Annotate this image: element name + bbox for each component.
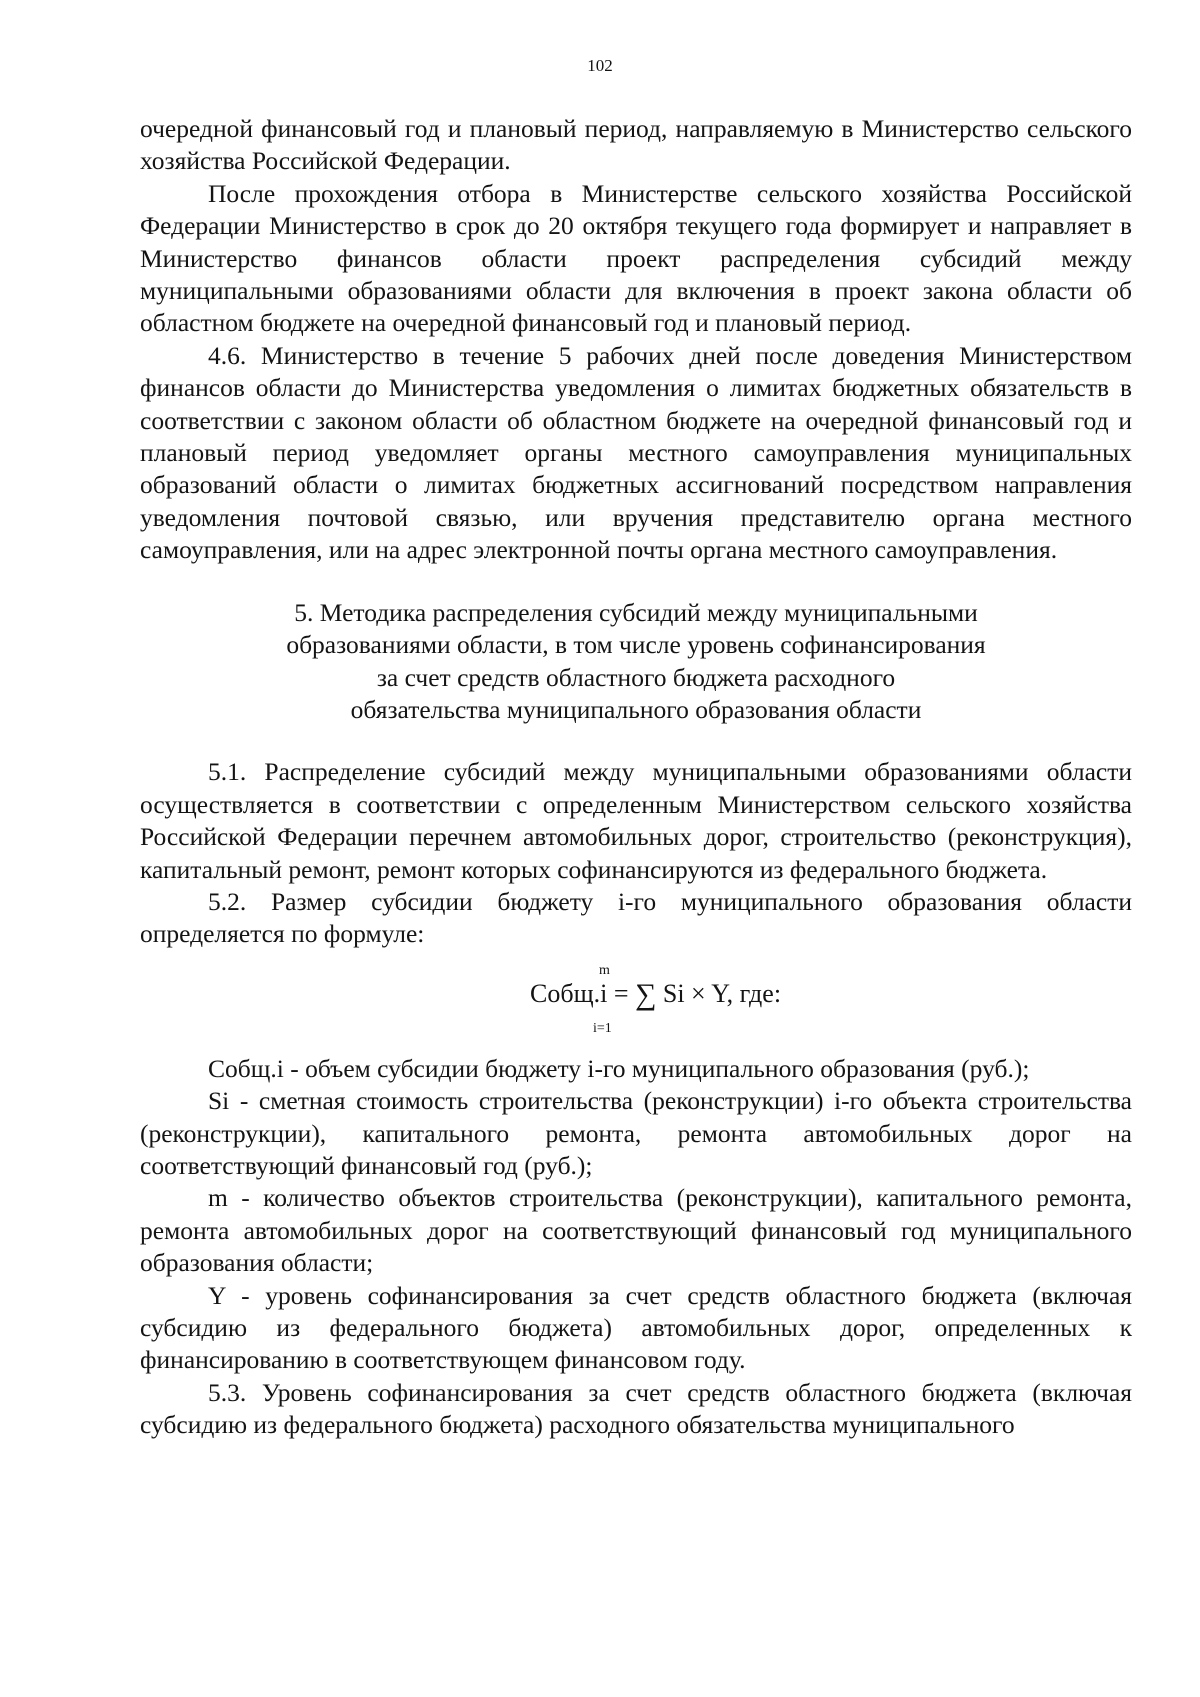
document-body bbox=[140, 113, 1132, 1442]
section-heading bbox=[140, 597, 1132, 727]
page-number: 102 bbox=[587, 56, 613, 75]
paragraph-5-1: 5.1. Распределение субсидий между муниципальными образованиями области осуществляется в соответствии с определенным Министерством сельского хозяйства Российской Федерации перечнем автомобильных дорог, строительство (реконструкция), капитальный ремонт, ремонт которых софинансируются из федерального бюджета. bbox=[140, 757, 1132, 884]
paragraph-5-2: 5.2. Размер субсидии бюджету i-го муниципального образования области определяется по формуле: bbox=[140, 886, 1132, 949]
paragraph-selection-after: После прохождения отбора в Министерстве сельского хозяйства Российской Федерации Министерство в срок до 20 октября текущего года формирует и направляет в Министерство финансов области проект распределения субсидий между муниципальными образованиями области для включения в проект закона области об областном бюджете на очередной финансовый год и плановый период. bbox=[140, 178, 1132, 338]
formula-lower-limit: i=1 bbox=[592, 1020, 612, 1036]
formula-upper-limit: m bbox=[598, 962, 610, 978]
sigma-icon: ∑ bbox=[634, 977, 657, 1011]
definition-si: Si - сметная стоимость строительства (реконструкции) i-го объекта строительства (реконструкции), капитального ремонта, ремонта автомобильных дорог на соответствующий финансовый год (руб.); bbox=[140, 1086, 1132, 1180]
paragraph-4-6: 4.6. Министерство в течение 5 рабочих дней после доведения Министерством финансов области до Министерства уведомления о лимитах бюджетных обязательств в соответствии с законом области об областном бюджете на очередной финансовый год и плановый период уведомляет органы местного самоуправления муниципальных образований области о лимитах бюджетных ассигнований посредством направления уведомления почтовой связью, или вручения представителю органа местного самоуправления, или на адрес электронной почты органа местного самоуправления. bbox=[140, 340, 1132, 565]
paragraph-5-3: 5.3. Уровень софинансирования за счет средств областного бюджета (включая субсидию из федерального бюджета) расходного обязательства муниципального bbox=[140, 1377, 1132, 1440]
formula-block bbox=[140, 955, 1132, 1037]
section-heading-line-3: за счет средств областного бюджета расходного bbox=[376, 662, 896, 692]
definition-y: Y - уровень софинансирования за счет средств областного бюджета (включая субсидию из федерального бюджета) автомобильных дорог, определенных к финансированию в соответствующем финансовом году. bbox=[140, 1280, 1132, 1375]
formula-rhs: Si × Y, где: bbox=[662, 978, 782, 1008]
section-heading-line-2: образованиями области, в том числе уровень софинансирования bbox=[286, 630, 986, 660]
section-heading-line-4: обязательства муниципального образования области bbox=[350, 694, 922, 724]
formula-lhs: Cобщ.i = bbox=[530, 978, 629, 1008]
formula-sum bbox=[592, 962, 657, 1036]
subsidy-formula bbox=[530, 962, 782, 1036]
definition-m: m - количество объектов строительства (реконструкции), капитального ремонта, ремонта автомобильных дорог на соответствующий финансовый год муниципального образования области; bbox=[140, 1183, 1132, 1278]
definition-c-total: Cобщ.i - объем субсидии бюджету i-го муниципального образования (руб.); bbox=[208, 1053, 1030, 1083]
paragraph-continuation: очередной финансовый год и плановый период, направляемую в Министерство сельского хозяйства Российской Федерации. bbox=[140, 114, 1132, 176]
section-heading-line-1: 5. Методика распределения субсидий между муниципальными bbox=[294, 597, 978, 627]
